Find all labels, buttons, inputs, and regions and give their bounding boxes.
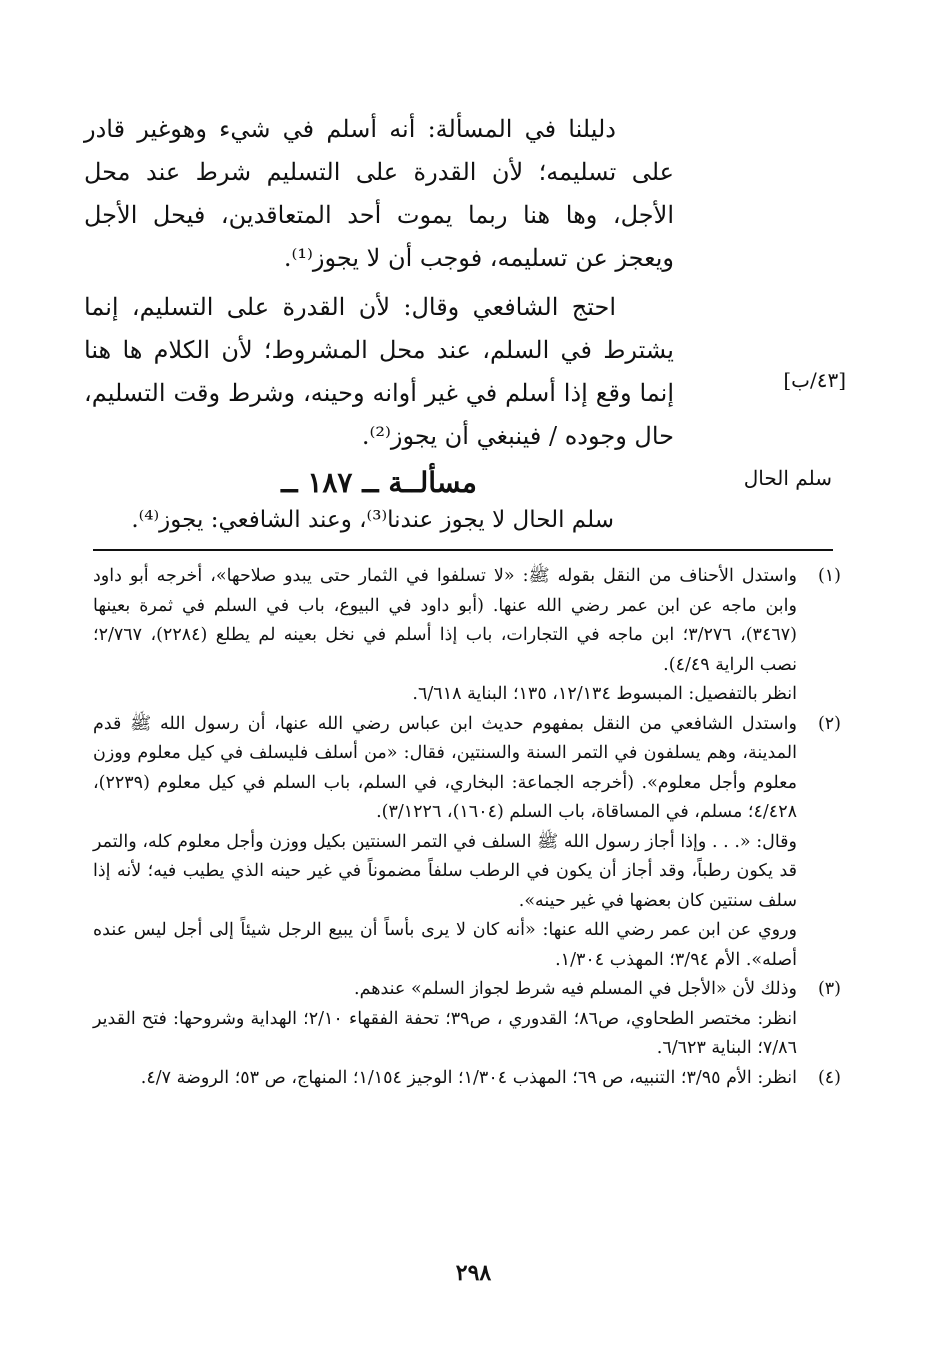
footnote-separator (93, 549, 833, 551)
footnote-number: (١) (817, 566, 841, 586)
footnote-number: (٣) (817, 979, 841, 999)
margin-folio-note: [٤٣/ب] (783, 368, 846, 392)
main-text (84, 108, 674, 458)
issue-statement: سلم الحال لا يجوز عندنا⁽³⁾، وعند الشافعي: يجوز⁽⁴⁾. (131, 507, 614, 533)
main-paragraph-2: احتج الشافعي وقال: لأن القدرة على التسليم، إنما يشترط في السلم، عند محل المشروط؛ لأن الكلام ها هنا إنما وقع إذا أسلم في غير أوانه وحينه، وشرط وقت التسليم، حال وجوده / فينبغي أن يجوز⁽²⁾. (84, 293, 674, 450)
footnote (93, 562, 841, 710)
footnote-number: (٢) (817, 713, 841, 734)
footnote-paragraph: وروي عن ابن عمر رضي الله عنها: «أنه كان لا يرى بأساً أن يبيع الرجل شيئاً إلى أجل ليس عنده أصله». الأم ٣/٩٤؛ المهذب ١/٣٠٤. (93, 920, 797, 970)
margin-topic-note: سلم الحال (743, 466, 832, 490)
footnote-paragraph: وذلك لأن «الأجل في المسلم فيه شرط لجواز السلم» عندهم. (354, 979, 797, 999)
footnote-paragraph: وقال: «. . . وإذا أجاز رسول الله ﷺ السلف في التمر السنتين بكيل ووزن وأجل معلوم كله، والتمر قد يكون رطباً، وقد أجاز أن يكون في الرطب سلفاً مضموناً في غير حينه الذي يطيب فيه؛ لأنه إذا سلف سنتين كان بعضها في غير حينه». (93, 831, 797, 911)
footnote-paragraph: انظر بالتفصيل: المبسوط ١٢/١٣٤، ١٣٥؛ البناية ٦/٦١٨. (412, 684, 797, 704)
footnote (93, 710, 841, 976)
footnote-number: (٤) (817, 1067, 841, 1088)
footnote-paragraph: انظر: الأم ٣/٩٥؛ التنبيه، ص ٦٩؛ المهذب ١/٣٠٤؛ الوجيز ١/١٥٤؛ المنهاج، ص ٥٣؛ الروضة ٤/٧. (140, 1067, 797, 1088)
main-paragraph-1: دليلنا في المسألة: أنه أسلم في شيء وهوغير قادر على تسليمه؛ لأن القدرة على التسليم شرط عند محل الأجل، وها هنا ربما يموت أحد المتعاقدين، فيحل الأجل ويعجز عن تسليمه، فوجب أن لا يجوز⁽¹⁾. (84, 115, 674, 272)
page-number: ٢٩٨ (455, 1260, 492, 1286)
footnote-paragraph: واستدل الشافعي من النقل بمفهوم حديث ابن عباس رضي الله عنها، أن رسول الله ﷺ قدم المدينة، وهم يسلفون في التمر السنة والسنتين، فقال: «من أسلف فليسلف في كيل معلوم ووزن معلوم وأجل معلوم». (أخرجه الجماعة: البخاري، في السلم، باب السلم في كيل معلوم (٢٢٣٩)، ٤/٤٢٨؛ مسلم، في المساقاة، باب السلم (١٦٠٤)، ٣/١٢٢٦). (93, 713, 797, 822)
footnotes (93, 562, 841, 1093)
footnote-paragraph: واستدل الأحناف من النقل بقوله ﷺ: «لا تسلفوا في الثمار حتى يبدو صلاحها»، أخرجه أبو داود وابن ماجه عن ابن عمر رضي الله عنها. (أبو داود في البيوع، باب في السلم في ثمرة بعينها (٣٤٦٧)، ٣/٢٧٦؛ ابن ماجه في التجارات، باب إذا أسلم في نخل بعينه لم يطلع (٢٢٨٤)، ٢/٧٦٧؛ نصب الراية ٤/٤٩). (93, 566, 797, 675)
issue-heading: مسألــة ــ ١٨٧ ــ (281, 466, 477, 499)
footnote (93, 975, 841, 1064)
footnote-paragraph: انظر: مختصر الطحاوي، ص٨٦؛ القدوري ، ص٣٩؛ تحفة الفقهاء ٢/١٠؛ الهداية وشروحها: فتح القدير ٧/٨٦؛ البناية ٦/٦٢٣. (93, 1008, 797, 1058)
footnote (93, 1064, 841, 1094)
